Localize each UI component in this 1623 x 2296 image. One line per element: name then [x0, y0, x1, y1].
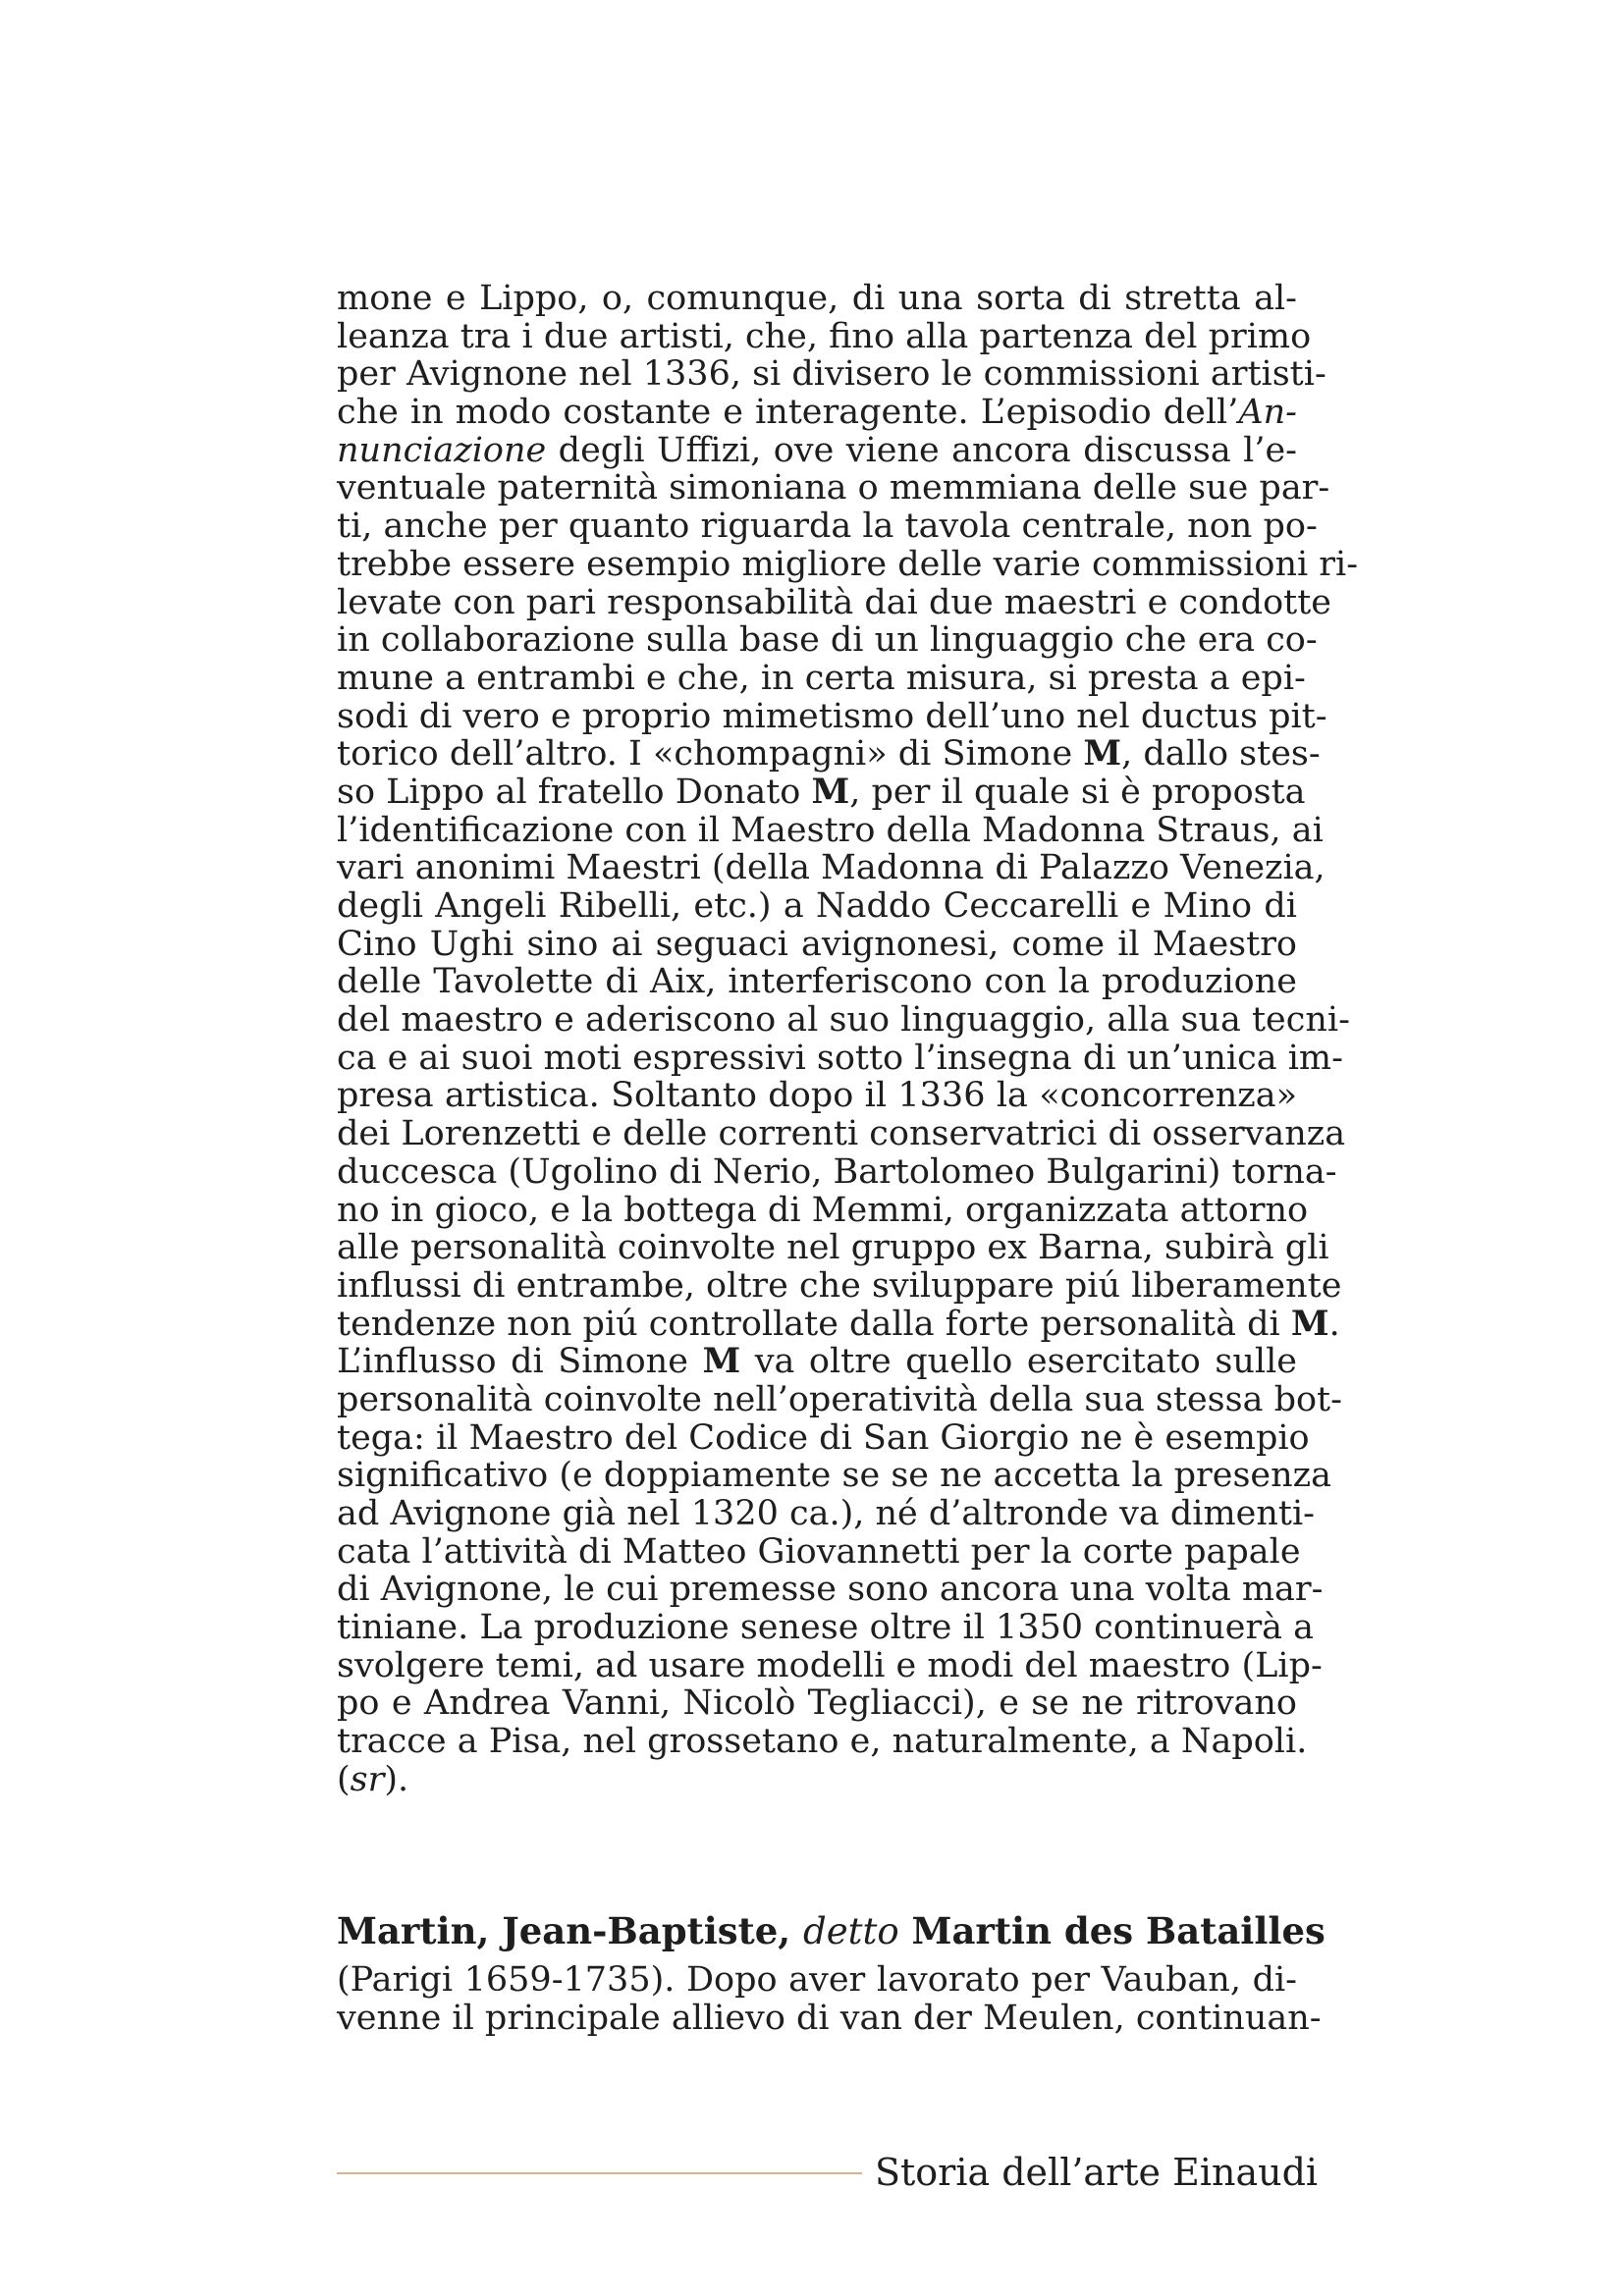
text-line	[337, 432, 1297, 470]
text-run: , per il quale si è proposta	[849, 772, 1306, 812]
text-run: degli Angeli Ribelli, etc.) a Naddo Ceccarelli e Mino di	[337, 886, 1297, 926]
text-line	[337, 1761, 1297, 1799]
text-line	[337, 1961, 1297, 2000]
text-run: presa artistica. Soltanto dopo il 1336 la «concorrenza»	[337, 1076, 1297, 1116]
text-run: so Lippo al fratello Donato	[337, 772, 812, 812]
text-run: dei Lorenzetti e delle correnti conservatrici di osservanza	[337, 1114, 1346, 1154]
text-line	[337, 394, 1297, 432]
text-line	[337, 963, 1297, 1001]
text-run: alle personalità coinvolte nel gruppo ex Barna, subirà gli	[337, 1228, 1329, 1268]
text-run: del maestro e aderiscono al suo linguaggio, alla sua tecni-	[337, 1000, 1350, 1041]
text-run: ).	[384, 1759, 409, 1799]
bold-run: M	[1290, 1303, 1329, 1344]
text-line	[337, 1379, 1342, 1419]
text-line	[337, 280, 1297, 318]
text-run: torico dell’altro. I «chompagni» di Simone	[337, 734, 1084, 774]
text-line	[337, 468, 1330, 508]
text-line	[337, 1000, 1350, 1041]
text-line	[337, 926, 1297, 964]
text-line	[337, 1228, 1329, 1268]
text-line	[337, 1417, 1310, 1458]
text-line	[337, 582, 1332, 622]
italic-run: sr	[350, 1759, 385, 1799]
text-run: mone e Lippo, o, comunque, di una sorta di stretta al-	[337, 279, 1297, 318]
text-line	[337, 771, 1306, 812]
text-run: leanza tra i due artisti, che, fino alla partenza del primo	[337, 316, 1312, 356]
text-line	[337, 1684, 1297, 1723]
entry-heading	[337, 1906, 1325, 1955]
text-line	[337, 1608, 1315, 1648]
italic-run: detto	[803, 1910, 899, 1952]
text-line	[337, 620, 1318, 661]
text-run: personalità coinvolte nell’operatività della sua stessa bot-	[337, 1379, 1342, 1419]
text-run: per Avignone nel 1336, si divisero le commissioni artisti-	[337, 354, 1326, 395]
text-line	[337, 1265, 1342, 1306]
footer-publisher-label: Storia dell’arte Einaudi	[875, 2151, 1319, 2194]
text-run: di Avignone, le cui premesse sono ancora una volta mar-	[337, 1570, 1324, 1610]
text-run: duccesca (Ugolino di Nerio, Bartolomeo Bulgarini) torna-	[337, 1151, 1337, 1192]
text-line	[337, 1570, 1324, 1610]
text-run: va oltre quello esercitato sulle	[740, 1342, 1297, 1382]
text-run: vari anonimi Maestri (della Madonna di Palazzo Venezia,	[337, 848, 1325, 888]
text-run: no in gioco, e la bottega di Memmi, organizzata attorno	[337, 1190, 1309, 1230]
text-run: mune a entrambi e che, in certa misura, si presta a epi-	[337, 658, 1306, 698]
italic-run: An-	[1238, 393, 1297, 433]
text-run: Cino Ughi sino ai seguaci avignonesi, come il Maestro	[337, 924, 1297, 964]
bold-run: M	[811, 771, 850, 812]
text-line	[337, 1998, 1322, 2038]
text-line	[337, 810, 1324, 850]
text-run: tega: il Maestro del Codice di San Giorgio ne è esempio	[337, 1417, 1310, 1458]
text-line	[337, 316, 1312, 356]
text-line	[337, 354, 1326, 395]
text-run: L’influsso di Simone	[337, 1342, 703, 1382]
text-run: tracce a Pisa, nel grossetano e, naturalmente, a Napoli.	[337, 1722, 1308, 1762]
text-run: che in modo costante e interagente. L’episodio dell’	[337, 393, 1239, 433]
text-run: degli Uffizi, ove viene ancora discussa l’e-	[546, 430, 1297, 470]
text-line	[337, 1645, 1323, 1685]
text-line	[337, 1303, 1340, 1344]
text-line	[337, 1077, 1297, 1115]
text-line	[337, 1114, 1346, 1154]
text-line	[337, 1151, 1337, 1192]
text-line	[337, 1722, 1308, 1762]
text-run: tiniane. La produzione senese oltre il 1350 continuerà a	[337, 1608, 1315, 1648]
text-line	[337, 1343, 1297, 1381]
bold-run: M	[1083, 733, 1122, 774]
text-run: (Parigi 1659-1735). Dopo aver lavorato per Vauban, di-	[337, 1960, 1297, 2000]
text-run: ventuale paternità simoniana o memmiana delle sue par-	[337, 468, 1330, 508]
bold-run: Martin des Batailles	[898, 1909, 1325, 1952]
text-run: influssi di entrambe, oltre che sviluppare piú liberamente	[337, 1265, 1342, 1306]
text-run: ca e ai suoi moti espressivi sotto l’insegna di un’unica im-	[337, 1038, 1343, 1078]
text-run: sodi di vero e proprio mimetismo dell’uno nel ductus pit-	[337, 696, 1327, 736]
text-run: cata l’attività di Matteo Giovannetti per la corte papale	[337, 1531, 1301, 1572]
text-run: ti, anche per quanto riguarda la tavola centrale, non po-	[337, 507, 1318, 547]
text-run: significativo (e doppiamente se se ne accetta la presenza	[337, 1456, 1331, 1496]
text-run: ad Avignone già nel 1320 ca.), né d’altronde va dimenti-	[337, 1494, 1315, 1533]
text-run: in collaborazione sulla base di un linguaggio che era co-	[337, 620, 1318, 661]
text-line	[337, 658, 1306, 698]
bold-run: Martin, Jean-Baptiste,	[337, 1909, 804, 1952]
italic-run: nunciazione	[337, 430, 547, 470]
text-line	[337, 696, 1327, 736]
text-line	[337, 507, 1318, 547]
entry-body	[337, 1960, 1322, 2038]
body-text	[337, 279, 1359, 1799]
text-line	[337, 1494, 1315, 1533]
text-line	[337, 733, 1321, 774]
text-line	[337, 1531, 1301, 1572]
text-run: levate con pari responsabilità dai due maestri e condotte	[337, 582, 1332, 622]
text-run: tendenze non piú controllate dalla forte personalità di	[337, 1304, 1291, 1344]
text-line	[337, 1190, 1309, 1230]
text-line	[337, 1456, 1331, 1496]
text-run: .	[1328, 1304, 1340, 1344]
text-line	[337, 544, 1359, 584]
text-run: delle Tavolette di Aix, interferiscono con la produzione	[337, 962, 1297, 1002]
text-line	[337, 1038, 1343, 1078]
text-run: po e Andrea Vanni, Nicolò Tegliacci), e se ne ritrovano	[337, 1683, 1297, 1724]
text-line	[337, 887, 1297, 926]
text-run: svolgere temi, ad usare modelli e modi del maestro (Lip-	[337, 1645, 1323, 1685]
dictionary-entry	[337, 1906, 1325, 2038]
text-run: venne il principale allievo di van der Meulen, continuan-	[337, 1998, 1322, 2038]
text-line	[337, 848, 1325, 888]
bold-run: M	[702, 1341, 741, 1382]
text-run: (	[337, 1759, 351, 1799]
text-run: , dallo stes-	[1121, 734, 1321, 774]
text-run: trebbe essere esempio migliore delle varie commissioni ri-	[337, 544, 1359, 584]
text-run: l’identificazione con il Maestro della Madonna Straus, ai	[337, 810, 1324, 850]
footer-rule	[337, 2172, 862, 2174]
